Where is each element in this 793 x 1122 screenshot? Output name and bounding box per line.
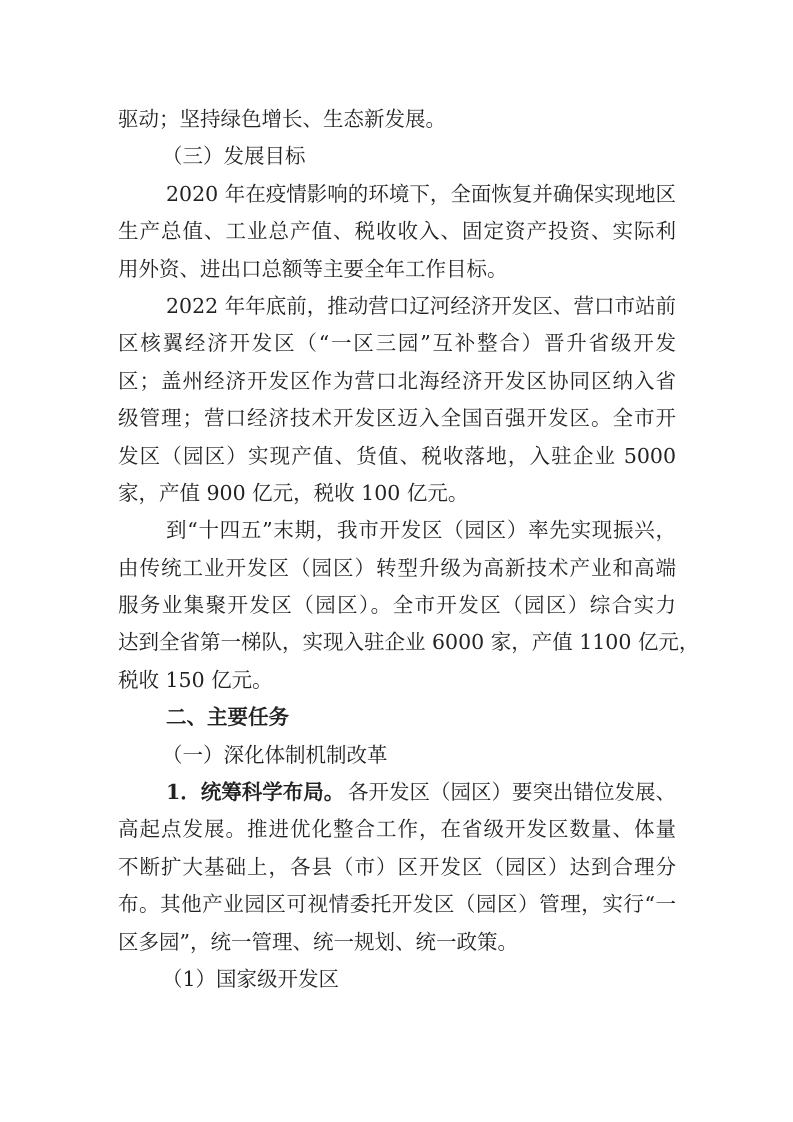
- paragraph-line: 2022 年年底前，推动营口辽河经济开发区、营口市站前: [166, 293, 676, 318]
- paragraph-line: 服务业集聚开发区（园区）。全市开发区（园区）综合实力: [118, 593, 676, 618]
- paragraph-line: 用外资、进出口总额等主要全年工作目标。: [118, 256, 508, 281]
- paragraph-line: 高起点发展。推进优化整合工作，在省级开发区数量、体量: [118, 817, 676, 842]
- paragraph-line: 布。其他产业园区可视情委托开发区（园区）管理，实行“一: [118, 892, 676, 917]
- paragraph-line: [118, 774, 676, 811]
- paragraph-line: 级管理；营口经济技术开发区迈入全国百强开发区。全市开: [118, 406, 676, 431]
- paragraph-line: 驱动；坚持绿色增长、生态新发展。: [118, 107, 446, 131]
- paragraph-line: 不断扩大基础上，各县（市）区开发区（园区）达到合理分: [118, 854, 676, 879]
- chapter-heading: 二、主要任务: [166, 705, 289, 730]
- paragraph-line: 生产总值、工业总产值、税收收入、固定资产投资、实际利: [118, 219, 676, 244]
- item-title: 1．统筹科学布局。: [166, 780, 345, 805]
- paragraph-line: 区；盖州经济开发区作为营口北海经济开发区协同区纳入省: [118, 368, 676, 393]
- paragraph-line: 发区（园区）实现产值、货值、税收落地，入驻企业 5000: [118, 443, 676, 468]
- paragraph-line: 2020 年在疫情影响的环境下，全面恢复并确保实现地区: [166, 181, 676, 206]
- section-heading: （三）发展目标: [162, 144, 306, 169]
- item-text: 各开发区（园区）要突出错位发展、: [348, 780, 676, 805]
- paragraph-line: 由传统工业开发区（园区）转型升级为高新技术产业和高端: [118, 555, 676, 580]
- paragraph-line: 到“十四五”末期，我市开发区（园区）率先实现振兴，: [166, 518, 676, 543]
- subsection-heading: （1）国家级开发区: [162, 966, 340, 991]
- paragraph-line: 税收 150 亿元。: [118, 667, 273, 692]
- paragraph-line: 家，产值 900 亿元，税收 100 亿元。: [118, 480, 469, 505]
- paragraph-line: 达到全省第一梯队，实现入驻企业 6000 家，产值 1100 亿元，: [118, 630, 700, 655]
- paragraph-line: 区多园”，统一管理、统一规划、统一政策。: [118, 929, 518, 954]
- document-page: [118, 101, 700, 998]
- section-heading: （一）深化体制机制改革: [162, 742, 388, 767]
- paragraph-line: 区核翼经济开发区（“一区三园”互补整合）晋升省级开发: [118, 331, 676, 356]
